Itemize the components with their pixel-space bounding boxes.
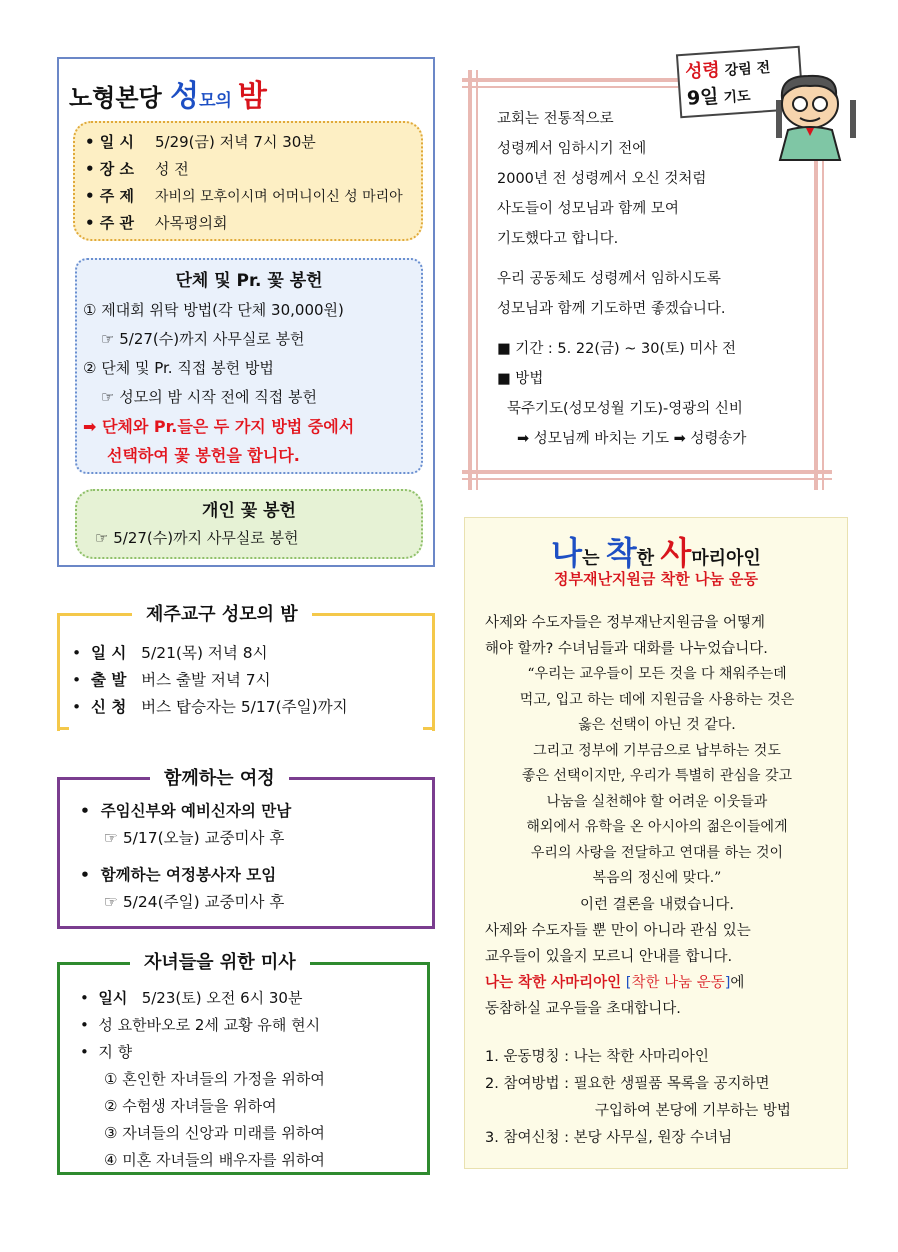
title-highlight: 사 xyxy=(660,534,692,572)
item-row xyxy=(485,1071,791,1098)
item-label: 2. 참여방법 xyxy=(485,1076,560,1092)
title-part: 노형본당 xyxy=(69,84,171,112)
sign-text: 기도 xyxy=(718,88,752,107)
samaritan-subtitle: 정부재난지원금 착한 나눔 운동 xyxy=(553,570,759,588)
invite-bracket: [ xyxy=(621,975,632,991)
spacer xyxy=(80,852,291,862)
row-label: 일시 xyxy=(98,989,128,1007)
group-flower-offering-panel xyxy=(75,258,423,474)
info-value: 사목평의회 xyxy=(155,214,228,232)
row-label: 신 청 xyxy=(91,698,127,716)
text-line: 성모님과 함께 기도하면 좋겠습니다. xyxy=(497,301,726,317)
title-highlight: 착 xyxy=(605,534,637,572)
samaritan-conclusion: 이런 결론을 내렸습니다. xyxy=(580,897,734,913)
quote-line: 복음의 정신에 맞다.” xyxy=(592,870,722,886)
frame-bar xyxy=(462,470,832,474)
cartoon-man-icon xyxy=(770,66,860,162)
info-row xyxy=(85,210,411,237)
samaritan-box xyxy=(464,517,848,1169)
personal-line: ☞ 5/27(수)까지 사무실로 봉헌 xyxy=(95,529,299,547)
list-item: • 일 시 5/21(목) 저녁 8시 xyxy=(72,644,268,662)
quote-line: 먹고, 입고 하는 데에 지원금을 사용하는 것은 xyxy=(519,691,795,708)
info-value: 자비의 모후이시며 어머니이신 성 마리아 xyxy=(155,189,403,205)
row-label: 출 발 xyxy=(91,671,127,689)
personal-heading: 개인 꽃 봉헌 xyxy=(202,501,296,521)
event-info-panel xyxy=(73,121,423,241)
text-line: 교우들이 있을지 모르니 안내를 합니다. xyxy=(485,949,733,965)
text-line: 사도들이 성모님과 함께 모여 xyxy=(497,201,679,217)
quote-line: “우리는 교우들이 모든 것을 다 채워주는데 xyxy=(527,666,787,682)
info-row xyxy=(85,156,411,183)
spacer xyxy=(497,324,746,334)
item-value: : 나는 착한 사마리아인 xyxy=(564,1049,709,1065)
jeju-frame-left xyxy=(57,613,60,730)
frame-bar xyxy=(814,140,818,490)
group-line: ☞ 성모의 밤 시작 전에 직접 봉헌 xyxy=(101,388,317,406)
samaritan-body xyxy=(485,918,751,1022)
item-label: 3. 참여신청 xyxy=(485,1130,560,1146)
samaritan-items xyxy=(485,1044,791,1152)
together-title: 함께하는 여정 xyxy=(150,764,289,790)
invite-red: 나는 착한 사마리아인 xyxy=(485,975,622,991)
title-highlight: 나 xyxy=(551,534,583,572)
personal-flower-offering-panel xyxy=(75,489,423,559)
novena-text xyxy=(497,104,746,454)
group-line: ① 제대회 위탁 방법(각 단체 30,000원) xyxy=(83,301,344,319)
text-line: 동참하실 교우들을 초대합니다. xyxy=(485,1001,681,1017)
intention-item: ② 수험생 자녀들을 위하여 xyxy=(104,1097,277,1115)
invite-line xyxy=(485,970,751,996)
method-detail: ➡ 성모님께 바치는 기도 ➡ 성령송가 xyxy=(517,431,747,447)
item-row xyxy=(485,1098,791,1125)
item-sub: ☞ 5/24(주일) 교중미사 후 xyxy=(104,893,285,911)
children-title: 자녀들을 위한 미사 xyxy=(130,948,310,974)
info-label: • 주 관 xyxy=(85,214,135,232)
quote-line: 옳은 선택이 아닌 것 같다. xyxy=(578,717,736,733)
invite-text: 에 xyxy=(730,975,745,991)
group-red-note: ➡ 단체와 Pr.들은 두 가지 방법 중에서 xyxy=(83,417,355,436)
info-value: 5/29(금) 저녁 7시 30분 xyxy=(155,133,316,151)
item-sub: ☞ 5/17(오늘) 교중미사 후 xyxy=(104,829,285,847)
invite-movement: 착한 나눔 운동 xyxy=(631,975,725,991)
intention-item: ③ 자녀들의 신앙과 미래를 위하여 xyxy=(104,1124,325,1142)
quote-line: 해외에서 유학을 온 아시아의 젊은이들에게 xyxy=(526,819,788,835)
info-row xyxy=(85,183,411,210)
text-line: 우리 공동체도 성령께서 임하시도록 xyxy=(497,271,721,287)
sign-big: 9일 xyxy=(686,85,720,110)
samaritan-intro xyxy=(485,610,768,662)
together-list xyxy=(80,798,291,916)
title-part: 모의 xyxy=(199,91,238,111)
intention-item: ④ 미혼 자녀들의 배우자를 위하여 xyxy=(104,1151,325,1169)
intention-item: ① 혼인한 자녀들의 가정을 위하여 xyxy=(104,1070,325,1088)
frame-bar xyxy=(822,140,824,490)
item-text: 함께하는 여정봉사자 모임 xyxy=(100,866,277,884)
text-line: 교회는 전통적으로 xyxy=(497,111,614,127)
item-value: : 필요한 생필품 목록을 공지하면 xyxy=(564,1076,770,1092)
row-value: 버스 출발 저녁 7시 xyxy=(141,671,271,689)
item-row xyxy=(485,1125,791,1152)
list-item: • 신 청 버스 탑승자는 5/17(주일)까지 xyxy=(72,698,348,716)
title-highlight: 성 xyxy=(170,79,200,114)
title-part: 마리아인 xyxy=(691,548,761,569)
item-value: : 본당 사무실, 원장 수녀님 xyxy=(564,1130,733,1146)
text-line: 사제와 수도자들 뿐 만이 아니라 관심 있는 xyxy=(485,923,751,939)
method-detail: 묵주기도(성모성월 기도)-영광의 신비 xyxy=(507,401,743,417)
jeju-title: 제주교구 성모의 밤 xyxy=(132,600,312,626)
quote-line: 좋은 선택이지만, 우리가 특별히 관심을 갖고 xyxy=(521,768,793,784)
list-item: • 일시 5/23(토) 오전 6시 30분 xyxy=(80,989,303,1007)
row-value: 5/23(토) 오전 6시 30분 xyxy=(141,989,303,1007)
row-label: 일 시 xyxy=(91,644,127,662)
invite-bracket: ] xyxy=(724,975,731,991)
frame-bar xyxy=(468,70,472,490)
sign-text: 강림 전 xyxy=(719,59,771,80)
quote-line: 나눔을 실천해야 할 어려운 이웃들과 xyxy=(546,793,768,810)
info-value: 성 전 xyxy=(155,160,189,178)
title-highlight: 밤 xyxy=(237,79,267,114)
spacer xyxy=(497,254,746,264)
quote-line: 그리고 정부에 기부금으로 납부하는 것도 xyxy=(533,742,781,759)
title-part: 한 xyxy=(636,548,661,569)
item-text: 성 요한바오로 2세 교황 유해 현시 xyxy=(98,1016,321,1034)
group-line: ② 단체 및 Pr. 직접 봉헌 방법 xyxy=(83,359,274,377)
title-part: 는 xyxy=(582,548,606,569)
text-line: 기도했다고 합니다. xyxy=(497,231,619,247)
item-label: 1. 운동명칭 xyxy=(485,1049,560,1065)
info-label: • 장 소 xyxy=(85,160,135,178)
jeju-frame-bottom xyxy=(423,727,435,730)
samaritan-quote xyxy=(465,662,849,892)
frame-bar xyxy=(476,70,478,490)
method-line: ■ 방법 xyxy=(497,371,544,387)
info-row xyxy=(85,129,411,156)
group-heading: 단체 및 Pr. 꽃 봉헌 xyxy=(175,271,323,291)
marian-night-title xyxy=(69,71,267,115)
list-item: • 성 요한바오로 2세 교황 유해 현시 xyxy=(80,1016,321,1034)
item-text: 주임신부와 예비신자의 만남 xyxy=(100,802,292,820)
text-line: 해야 할까? 수녀님들과 대화를 나누었습니다. xyxy=(485,641,768,657)
row-value: 버스 탑승자는 5/17(주일)까지 xyxy=(141,698,348,716)
marian-night-box xyxy=(57,57,435,567)
children-list xyxy=(80,985,325,1174)
group-red-note: 선택하여 꽃 봉헌을 합니다. xyxy=(107,446,300,465)
period-line: ■ 기간 : 5. 22(금) ~ 30(토) 미사 전 xyxy=(497,341,737,357)
list-item: • 출 발 버스 출발 저녁 7시 xyxy=(72,671,271,689)
sign-red: 성령 xyxy=(684,59,721,83)
jeju-list xyxy=(72,640,348,721)
frame-bar xyxy=(462,478,832,480)
item-row xyxy=(485,1044,791,1071)
list-item: • 지 향 xyxy=(80,1043,133,1061)
item-text: 지 향 xyxy=(98,1043,133,1061)
text-line: 2000년 전 성령께서 오신 것처럼 xyxy=(497,171,707,187)
group-line: ☞ 5/27(수)까지 사무실로 봉헌 xyxy=(101,330,305,348)
text-line: 성령께서 임하시기 전에 xyxy=(497,141,647,157)
list-item: • 주임신부와 예비신자의 만남 xyxy=(80,802,292,820)
row-value: 5/21(목) 저녁 8시 xyxy=(141,644,268,662)
quote-line: 우리의 사랑을 전달하고 연대를 하는 것이 xyxy=(530,844,784,861)
text-line: 사제와 수도자들은 정부재난지원금을 어떻게 xyxy=(485,615,765,631)
sign-line1 xyxy=(684,52,771,84)
info-label: • 주 제 xyxy=(85,187,135,205)
list-item: • 함께하는 여정봉사자 모임 xyxy=(80,866,277,884)
info-label: • 일 시 xyxy=(85,133,135,151)
item-value: 구입하여 본당에 기부하는 방법 xyxy=(595,1103,791,1119)
